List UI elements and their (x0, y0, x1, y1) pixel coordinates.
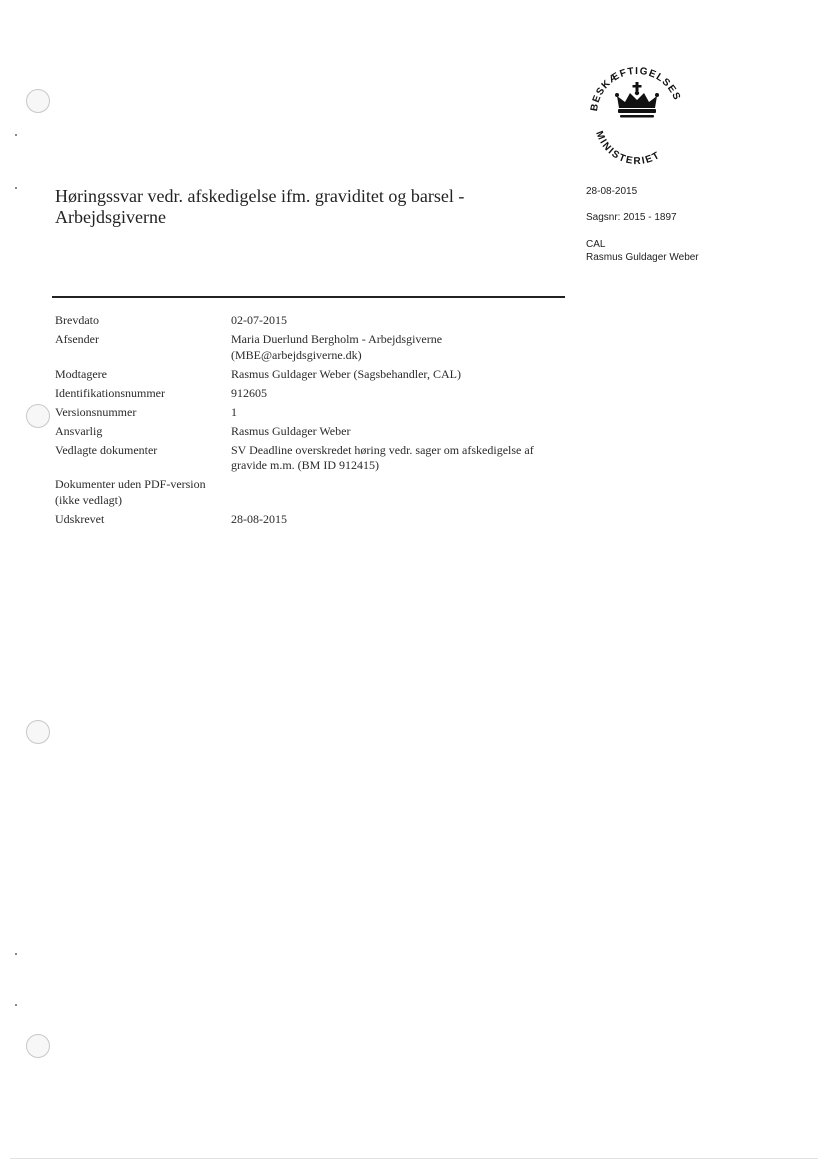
metadata-table (55, 313, 575, 531)
field-value: Rasmus Guldager Weber (Sagsbehandler, CAL) (231, 366, 461, 381)
field-label: Versionsnummer (55, 404, 137, 419)
metadata-row (55, 512, 575, 528)
field-value: Rasmus Guldager Weber (231, 423, 351, 438)
document-title: Høringssvar vedr. afskedigelse ifm. graviditet og barsel - Arbejdsgiverne (55, 186, 465, 227)
metadata-row (55, 313, 575, 329)
header-divider (52, 296, 565, 298)
unit-code: CAL (586, 239, 606, 250)
punch-hole (26, 404, 50, 428)
seal-bottom-text: MINISTERIET (593, 129, 663, 166)
punch-hole (26, 720, 50, 744)
field-value (231, 477, 551, 508)
field-value: 28-08-2015 (231, 511, 287, 526)
field-label: Modtagere (55, 366, 107, 381)
field-value: 02-07-2015 (231, 313, 287, 327)
field-label: Afsender (55, 332, 99, 346)
field-value: Maria Duerlund Bergholm - Arbejdsgiverne (MBE@arbejdsgiverne.dk) (231, 332, 443, 362)
scan-speck (15, 134, 17, 136)
metadata-row (55, 424, 575, 440)
punch-hole (26, 1034, 50, 1058)
field-label: Ansvarlig (55, 423, 103, 438)
ministry-seal-logo (585, 62, 689, 166)
metadata-row (55, 405, 575, 421)
seal-arc-text: BESKÆFTIGELSES (588, 65, 683, 112)
case-handler: Rasmus Guldager Weber (586, 252, 699, 263)
crown-icon (615, 82, 659, 118)
metadata-row (55, 386, 575, 402)
metadata-row (55, 477, 575, 508)
scan-edge-line (10, 1158, 818, 1159)
field-label: Brevdato (55, 313, 99, 327)
scan-speck (15, 953, 17, 955)
field-value: 912605 (231, 385, 267, 400)
field-label: Udskrevet (55, 511, 105, 526)
letter-date: 28-08-2015 (586, 186, 638, 197)
field-value: 1 (231, 404, 237, 419)
field-label: Vedlagte dokumenter (55, 442, 158, 457)
scan-speck (15, 1004, 17, 1006)
metadata-row (55, 443, 575, 474)
case-number: Sagsnr: 2015 - 1897 (586, 212, 677, 223)
field-label: Dokumenter uden PDF-version (ikke vedlagt) (55, 477, 206, 507)
metadata-row (55, 332, 575, 363)
scan-speck (15, 187, 17, 189)
metadata-row (55, 367, 575, 383)
field-label: Identifikationsnummer (55, 385, 165, 400)
field-value: SV Deadline overskredet høring vedr. sager om afskedigelse af gravide m.m. (BM ID 912415) (231, 442, 534, 472)
punch-hole (26, 89, 50, 113)
svg-text:MINISTERIET (593, 130, 662, 166)
